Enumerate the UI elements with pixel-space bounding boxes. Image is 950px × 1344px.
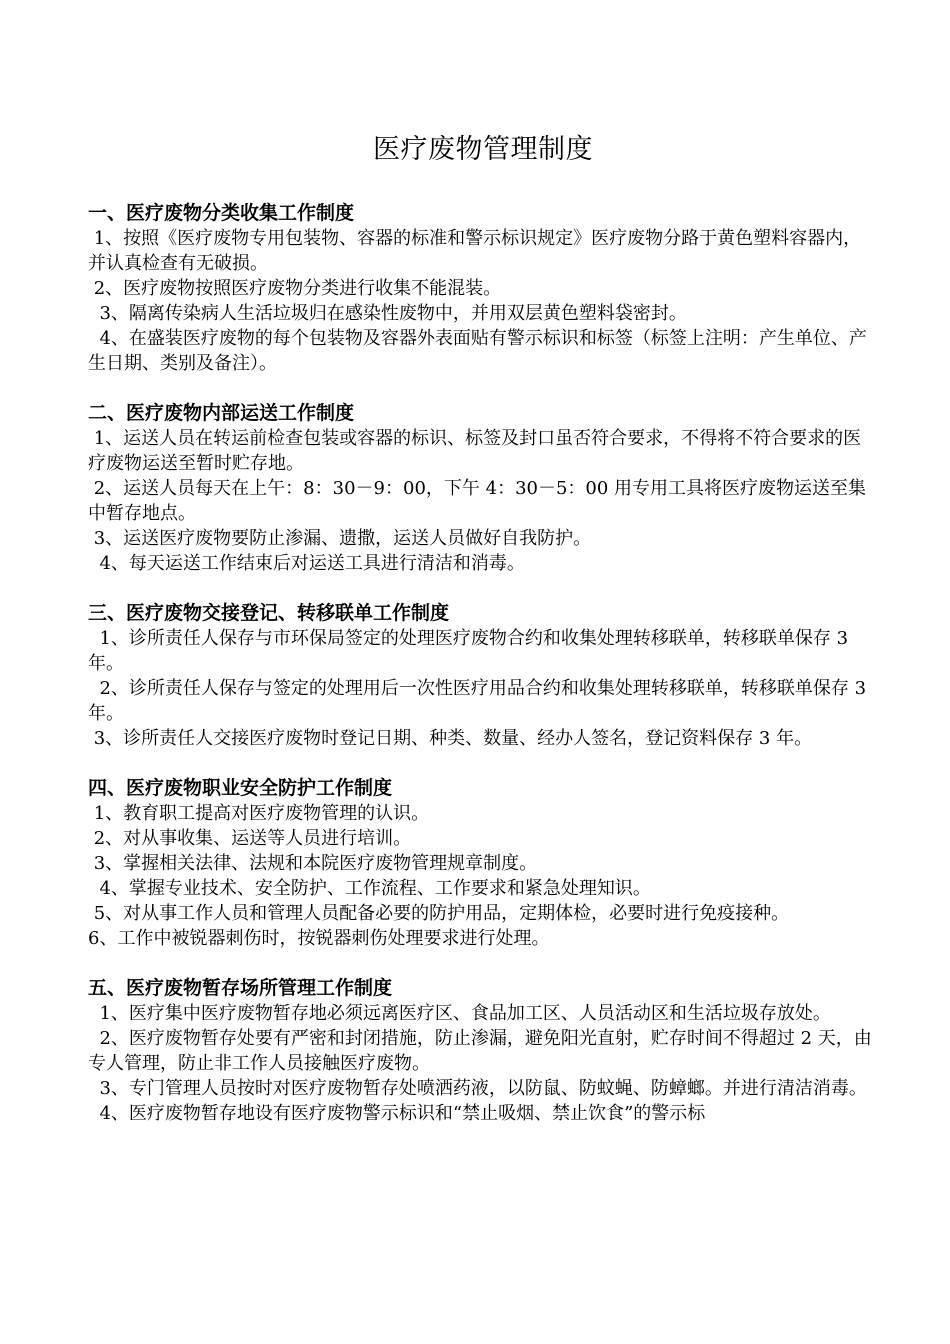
section-waste-classification <box>88 200 878 376</box>
section-item: 1、运送人员在转运前检查包装或容器的标识、标签及封口虽否符合要求，不得将不符合要求的医疗废物运送至暂时贮存地。 <box>88 428 862 474</box>
document-page <box>88 130 878 1150</box>
section-item: 4、医疗废物暂存地设有医疗废物警示标识和“禁止吸烟、禁止饮食”的警示标 <box>88 1103 706 1124</box>
section-internal-transport <box>88 400 878 576</box>
section-heading: 四、医疗废物职业安全防护工作制度 <box>88 777 393 799</box>
section-handover-registration <box>88 600 878 751</box>
section-item: 3、隔离传染病人生活垃圾归在感染性废物中，并用双层黄色塑料袋密封。 <box>88 303 687 324</box>
section-item: 2、诊所责任人保存与签定的处理用后一次性医疗用品合约和收集处理转移联单，转移联单保存 3 年。 <box>88 678 872 724</box>
section-item: 5、对从事工作人员和管理人员配备必要的防护用品，定期体检，必要时进行免疫接种。 <box>88 903 790 924</box>
section-item: 1、医疗集中医疗废物暂存地必须远离医疗区、食品加工区、人员活动区和生活垃圾存放处。 <box>88 1003 831 1024</box>
section-item: 3、专门管理人员按时对医疗废物暂存处喷洒药液，以防鼠、防蚊蝇、防蟑螂。并进行清洁消毒。 <box>88 1078 867 1099</box>
section-item: 2、对从事收集、运送等人员进行培训。 <box>88 828 412 849</box>
section-item: 3、诊所责任人交接医疗废物时登记日期、种类、数量、经办人签名，登记资料保存 3 年。 <box>88 728 813 749</box>
section-heading: 五、医疗废物暂存场所管理工作制度 <box>88 977 393 999</box>
section-temporary-storage <box>88 975 878 1126</box>
section-item: 4、每天运送工作结束后对运送工具进行清洁和消毒。 <box>88 553 525 574</box>
section-heading: 二、医疗废物内部运送工作制度 <box>88 402 355 424</box>
section-item: 1、教育职工提高对医疗废物管理的认识。 <box>88 803 430 824</box>
section-item: 4、在盛装医疗废物的每个包装物及容器外表面贴有警示标识和标签（标签上注明：产生单位、产生日期、类别及备注）。 <box>88 328 867 374</box>
section-item: 2、医疗废物暂存处要有严密和封闭措施，防止渗漏，避免阳光直射，贮存时间不得超过 2 天，由专人管理，防止非工作人员接触医疗废物。 <box>88 1028 872 1074</box>
section-heading: 三、医疗废物交接登记、转移联单工作制度 <box>88 602 450 624</box>
section-item: 3、运送医疗废物要防止渗漏、遗撒，运送人员做好自我防护。 <box>88 528 592 549</box>
section-item: 6、工作中被锐器刺伤时，按锐器刺伤处理要求进行处理。 <box>88 928 550 949</box>
section-item: 4、掌握专业技术、安全防护、工作流程、工作要求和紧急处理知识。 <box>88 878 651 899</box>
document-title: 医疗废物管理制度 <box>373 134 593 165</box>
section-occupational-safety <box>88 775 878 951</box>
section-item: 1、按照《医疗废物专用包装物、容器的标准和警示标识规定》医疗废物分路于黄色塑料容器内，并认真检查有无破损。 <box>88 228 862 274</box>
section-item: 3、掌握相关法律、法规和本院医疗废物管理规章制度。 <box>88 853 538 874</box>
section-heading: 一、医疗废物分类收集工作制度 <box>88 202 355 224</box>
section-item: 1、诊所责任人保存与市环保局签定的处理医疗废物合约和收集处理转移联单，转移联单保存 3 年。 <box>88 628 854 674</box>
section-item: 2、医疗废物按照医疗废物分类进行收集不能混装。 <box>88 278 502 299</box>
section-item: 2、运送人员每天在上午：8：30－9：00，下午 4：30－5：00 用专用工具将医疗废物运送至集中暂存地点。 <box>88 478 867 524</box>
